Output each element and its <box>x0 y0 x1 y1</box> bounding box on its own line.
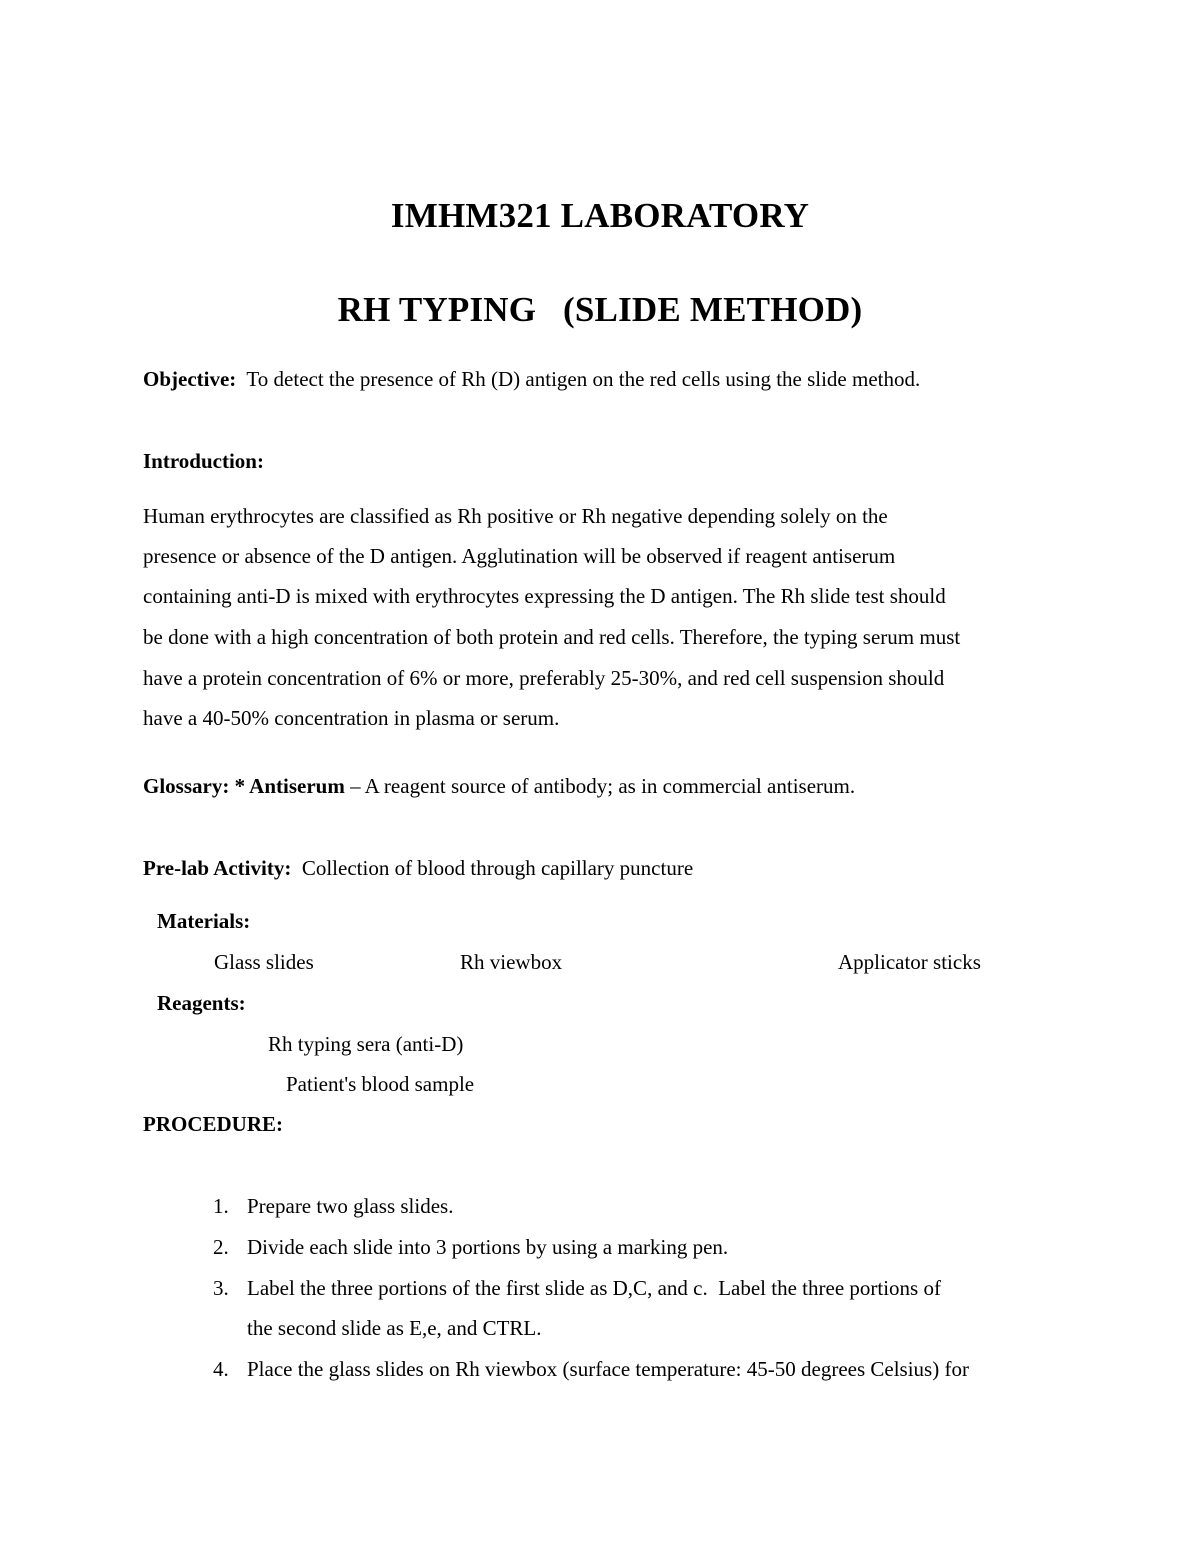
material-item: Applicator sticks <box>838 950 981 974</box>
procedure-heading: PROCEDURE: <box>143 1112 283 1136</box>
glossary-text: A reagent source of antibody; as in commercial antiserum. <box>364 774 856 798</box>
prelab-line <box>143 856 693 880</box>
intro-line: Human erythrocytes are classified as Rh positive or Rh negative depending solely on the <box>143 504 888 528</box>
objective-line <box>143 367 920 391</box>
step-text: Place the glass slides on Rh viewbox (surface temperature: 45-50 degrees Celsius) for <box>247 1357 969 1381</box>
intro-line: presence or absence of the D antigen. Agglutination will be observed if reagent antiserum <box>143 544 896 568</box>
objective-label: Objective: <box>143 367 237 391</box>
introduction-heading: Introduction: <box>143 449 264 473</box>
glossary-dash: – <box>344 774 365 798</box>
step-text: Prepare two glass slides. <box>247 1194 454 1218</box>
intro-line: containing anti-D is mixed with erythrocytes expressing the D antigen. The Rh slide test should <box>143 584 946 608</box>
reagents-heading: Reagents: <box>157 991 246 1015</box>
glossary-label: Glossary: * Antiserum <box>143 774 345 798</box>
course-title: IMHM321 LABORATORY <box>390 196 810 235</box>
reagent-item: Patient's blood sample <box>286 1072 475 1096</box>
step-number: 2. <box>213 1235 229 1259</box>
material-item: Glass slides <box>214 950 314 974</box>
materials-heading: Materials: <box>157 909 251 933</box>
step-text: Divide each slide into 3 portions by using a marking pen. <box>247 1235 729 1259</box>
glossary-line <box>143 774 855 798</box>
material-item: Rh viewbox <box>460 950 563 974</box>
intro-line: have a protein concentration of 6% or more, preferably 25-30%, and red cell suspension should <box>143 666 945 690</box>
prelab-text: Collection of blood through capillary puncture <box>301 856 694 880</box>
objective-text: To detect the presence of Rh (D) antigen on the red cells using the slide method. <box>246 367 921 391</box>
intro-line: be done with a high concentration of both protein and red cells. Therefore, the typing serum must <box>143 625 961 649</box>
reagent-item: Rh typing sera (anti-D) <box>268 1032 464 1056</box>
intro-line: have a 40-50% concentration in plasma or serum. <box>143 706 560 730</box>
step-number: 4. <box>213 1357 229 1381</box>
step-number: 3. <box>213 1276 229 1300</box>
prelab-label: Pre-lab Activity: <box>143 856 292 880</box>
step-text: the second slide as E,e, and CTRL. <box>247 1316 542 1340</box>
lab-title: RH TYPING (SLIDE METHOD) <box>337 290 863 329</box>
step-text: Label the three portions of the first slide as D,C, and c. Label the three portions of <box>247 1276 941 1300</box>
step-number: 1. <box>213 1194 229 1218</box>
